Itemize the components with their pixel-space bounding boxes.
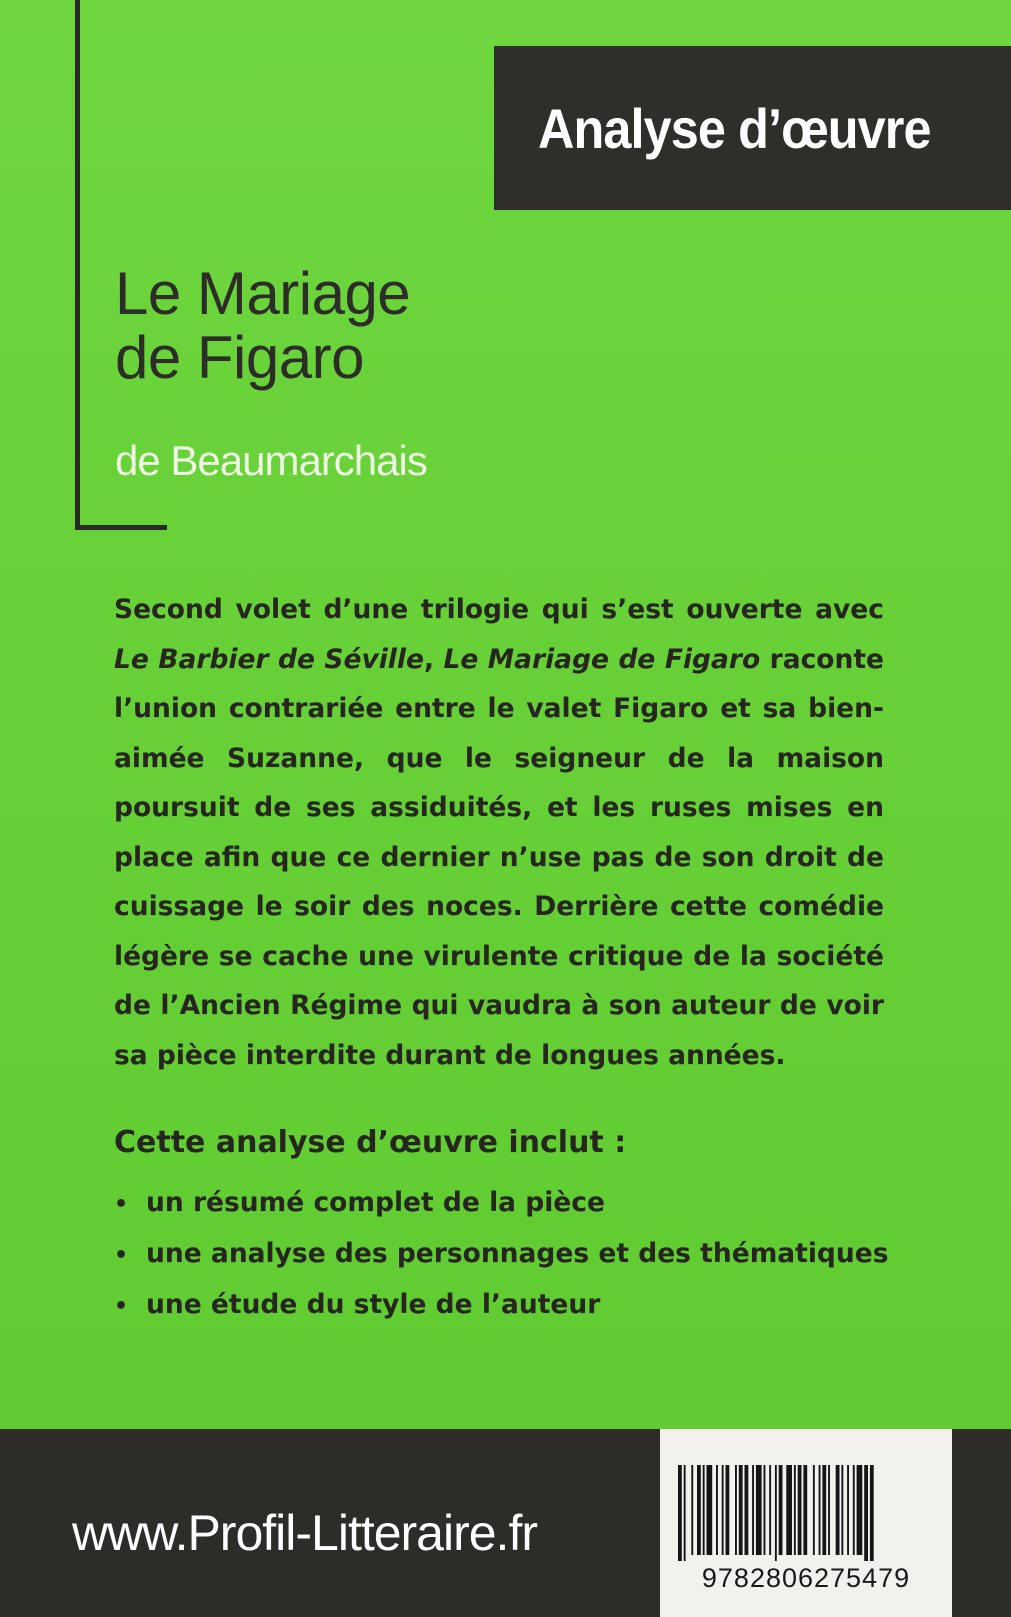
- barcode-bar: [779, 1465, 783, 1555]
- list-item: [114, 1280, 889, 1331]
- book-author: de Beaumarchais: [115, 437, 427, 484]
- barcode-bar: [703, 1465, 705, 1555]
- list-item-text: une analyse des personnages et des thématiques: [146, 1238, 889, 1269]
- barcode-bar: [786, 1465, 792, 1555]
- barcode-bar: [722, 1465, 724, 1555]
- barcode-bar: [836, 1465, 840, 1555]
- bracket-vertical-line: [75, 0, 80, 530]
- barcode-bar: [735, 1465, 737, 1555]
- bullet-icon: •: [114, 1294, 129, 1319]
- barcode-bar: [813, 1465, 815, 1555]
- list-item-text: un résumé complet de la pièce: [146, 1187, 605, 1218]
- list-item-text: une étude du style de l’auteur: [146, 1289, 601, 1320]
- barcode-bar: [822, 1465, 826, 1555]
- includes-heading: Cette analyse d’œuvre inclut :: [114, 1125, 627, 1160]
- includes-list: [114, 1178, 889, 1331]
- list-item: [114, 1229, 889, 1280]
- barcode-icon: [678, 1465, 934, 1561]
- barcode-bar: [828, 1465, 830, 1555]
- barcode-bar: [794, 1465, 796, 1555]
- summary-title-mariage: Le Mariage de Figaro: [443, 643, 761, 675]
- barcode-bar: [716, 1465, 718, 1555]
- barcode-bar: [775, 1465, 777, 1561]
- barcode-bar: [739, 1465, 743, 1555]
- barcode-bar: [870, 1465, 874, 1561]
- summary-separator: ,: [423, 643, 444, 675]
- barcode-bar: [847, 1465, 849, 1555]
- barcode-bar: [841, 1465, 843, 1555]
- barcode-bar: [726, 1465, 730, 1555]
- summary-part2: raconte l’union contrariée entre le valet Figaro et sa bien-aimée Suzanne, que le seigneur de la maison poursuit de ses assiduités, et les ruses mises en place afin que ce dernier n’use pas de son droit de cuissage le soir des noces. Derrière cette comédie légère se cache une virulente critique de la société de l’Ancien Régime qui vaudra à son auteur de voir sa pièce interdite durant de longues années.: [114, 643, 884, 1071]
- barcode-bar: [752, 1465, 754, 1555]
- summary-part1: Second volet d’une trilogie qui s’est ouverte avec: [114, 594, 884, 625]
- book-title-line1: Le Mariage: [115, 260, 411, 327]
- barcode-bar: [684, 1465, 686, 1561]
- barcode-bar: [864, 1465, 868, 1561]
- barcode-bar: [819, 1465, 821, 1555]
- barcode-panel: [660, 1429, 952, 1617]
- publisher-website: www.Profil-Litteraire.fr: [72, 1505, 537, 1561]
- barcode-bar: [798, 1465, 802, 1555]
- barcode-bar: [745, 1465, 749, 1555]
- list-item: [114, 1178, 889, 1229]
- summary-paragraph: [114, 585, 884, 1080]
- summary-title-barbier: Le Barbier de Séville: [114, 643, 424, 675]
- series-label: Analyse d’œuvre: [538, 96, 931, 160]
- barcode-bar: [691, 1465, 693, 1555]
- series-banner: [494, 46, 1011, 210]
- barcode-bar: [857, 1465, 863, 1555]
- footer-right-strip: [952, 1429, 1011, 1617]
- book-title: [115, 262, 410, 390]
- bracket-horizontal-line: [75, 525, 167, 530]
- barcode-bar: [853, 1465, 855, 1555]
- barcode-bar: [764, 1465, 766, 1555]
- barcode-bar: [707, 1465, 713, 1555]
- isbn-number: 9782806275479: [701, 1563, 911, 1593]
- book-title-line2: de Figaro: [115, 324, 364, 391]
- bullet-icon: •: [114, 1192, 129, 1217]
- barcode-bar: [769, 1465, 771, 1555]
- barcode-bar: [756, 1465, 762, 1555]
- barcode-bar: [803, 1465, 807, 1555]
- barcode-bar: [697, 1465, 701, 1555]
- bullet-icon: •: [114, 1243, 129, 1268]
- barcode-bar: [678, 1465, 682, 1561]
